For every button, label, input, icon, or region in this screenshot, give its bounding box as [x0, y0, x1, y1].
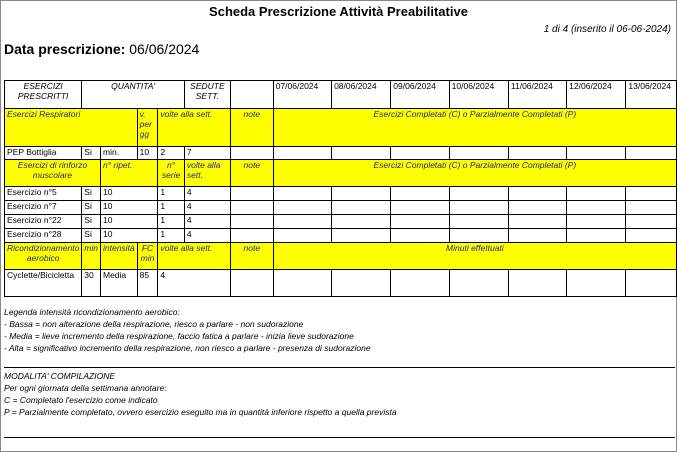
- row-weekly: 4: [158, 270, 231, 297]
- header-date-7: 13/06/2024: [626, 81, 677, 109]
- day-cell[interactable]: [567, 147, 626, 160]
- day-cell[interactable]: [391, 147, 449, 160]
- day-cell[interactable]: [449, 270, 508, 297]
- row-reps: 10: [101, 215, 158, 229]
- compilation-intro: Per ogni giornata della settimana annotare:: [4, 383, 167, 393]
- row-flag: Si: [82, 215, 101, 229]
- day-cell[interactable]: [332, 215, 391, 229]
- row-name: Esercizio n°5: [5, 187, 82, 201]
- row-flag: Si: [82, 147, 101, 160]
- row-qty: 10: [137, 147, 158, 160]
- day-cell[interactable]: [508, 270, 566, 297]
- day-cell[interactable]: [273, 229, 331, 243]
- legend-title: Legenda intensità ricondizionamento aerobico:: [4, 307, 180, 317]
- prescription-date-label: Data prescrizione:: [4, 41, 126, 57]
- table-row: [5, 187, 677, 201]
- section-aerobico-intensity: intensità: [101, 243, 138, 270]
- day-cell[interactable]: [273, 187, 331, 201]
- header-date-1: 07/06/2024: [273, 81, 331, 109]
- section-aerobico-min: min: [82, 243, 101, 270]
- day-cell[interactable]: [391, 201, 449, 215]
- day-cell[interactable]: [626, 229, 677, 243]
- day-cell[interactable]: [626, 215, 677, 229]
- day-cell[interactable]: [508, 229, 566, 243]
- day-cell[interactable]: [332, 229, 391, 243]
- day-cell[interactable]: [273, 270, 331, 297]
- row-reps: 10: [101, 187, 158, 201]
- row-flag: Si: [82, 229, 101, 243]
- day-cell[interactable]: [508, 215, 566, 229]
- header-sessions: SEDUTE SETT.: [184, 81, 230, 109]
- day-cell[interactable]: [626, 147, 677, 160]
- day-cell[interactable]: [626, 187, 677, 201]
- table-row: [5, 229, 677, 243]
- table-row: [5, 147, 677, 160]
- day-cell[interactable]: [626, 270, 677, 297]
- compilation-partial: P = Parzialmente completato, ovvero esercizio eseguito ma in quantità inferiore rispetto a quella prevista: [4, 407, 397, 417]
- row-name: Esercizio n°28: [5, 229, 82, 243]
- day-cell[interactable]: [391, 229, 449, 243]
- page-info: 1 di 4 (inserito il 06-06-2024): [543, 24, 671, 35]
- row-unit: min.: [101, 147, 138, 160]
- prescription-date: [4, 41, 199, 57]
- row-weekly: 4: [184, 201, 230, 215]
- header-quantity: QUANTITA': [82, 81, 185, 109]
- header-date-3: 09/06/2024: [391, 81, 449, 109]
- day-cell[interactable]: [626, 201, 677, 215]
- day-cell[interactable]: [567, 187, 626, 201]
- day-cell[interactable]: [273, 147, 331, 160]
- day-cell[interactable]: [332, 147, 391, 160]
- row-name: Cyclette/Bicicletta: [5, 270, 82, 297]
- day-cell[interactable]: [567, 229, 626, 243]
- page-title: Scheda Prescrizione Attività Preabilitative: [209, 4, 468, 19]
- section-respiratori-weekly: volte alla sett.: [158, 109, 231, 147]
- day-cell[interactable]: [449, 215, 508, 229]
- day-cell[interactable]: [332, 270, 391, 297]
- section-rinforzo-series: n° serie: [158, 160, 185, 187]
- table-row: [5, 215, 677, 229]
- day-cell[interactable]: [391, 187, 449, 201]
- header-date-5: 11/06/2024: [508, 81, 566, 109]
- day-cell[interactable]: [508, 201, 566, 215]
- section-respiratori-completion: Esercizi Completati (C) o Parzialmente Completati (P): [273, 109, 676, 147]
- section-aerobico-weekly: volte alla sett.: [158, 243, 231, 270]
- header-row: [5, 81, 677, 109]
- legend-compilation: [4, 370, 397, 418]
- day-cell[interactable]: [332, 187, 391, 201]
- row-perday: 2: [158, 147, 185, 160]
- row-flag: Si: [82, 187, 101, 201]
- row-fc: 85: [137, 270, 158, 297]
- section-respiratori: [5, 109, 677, 147]
- section-respiratori-perday: v. per gg: [137, 109, 158, 147]
- row-min: 30: [82, 270, 101, 297]
- row-series: 1: [158, 187, 185, 201]
- day-cell[interactable]: [508, 187, 566, 201]
- row-note[interactable]: [230, 201, 273, 215]
- section-respiratori-title: Esercizi Respiratori: [5, 109, 138, 147]
- divider: [4, 367, 675, 368]
- header-date-2: 08/06/2024: [332, 81, 391, 109]
- legend-item-high: - Alta = significativo incremento della respirazione, non riesco a parlare - presenza di sudorazione: [4, 343, 371, 353]
- compilation-completed: C = Completato l'esercizio come indicato: [4, 395, 158, 405]
- row-name: Esercizio n°22: [5, 215, 82, 229]
- row-reps: 10: [101, 229, 158, 243]
- day-cell[interactable]: [567, 215, 626, 229]
- section-aerobico-fc: FC min: [137, 243, 158, 270]
- row-name: PEP Bottiglia: [5, 147, 82, 160]
- day-cell[interactable]: [567, 270, 626, 297]
- table-row: [5, 201, 677, 215]
- table-row: [5, 270, 677, 297]
- section-rinforzo-note: note: [230, 160, 273, 187]
- divider: [4, 437, 675, 438]
- compilation-title: MODALITA' COMPILAZIONE: [4, 371, 116, 381]
- section-rinforzo-completion: Esercizi Completati (C) o Parzialmente Completati (P): [273, 160, 676, 187]
- header-date-4: 10/06/2024: [449, 81, 508, 109]
- header-date-6: 12/06/2024: [567, 81, 626, 109]
- header-exercises: ESERCIZI PRESCRITTI: [5, 81, 82, 109]
- row-weekly: 7: [184, 147, 230, 160]
- row-reps: 10: [101, 201, 158, 215]
- row-intensity: Media: [101, 270, 138, 297]
- day-cell[interactable]: [449, 229, 508, 243]
- section-rinforzo-reps: n° ripet.: [101, 160, 158, 187]
- row-weekly: 4: [184, 215, 230, 229]
- row-note[interactable]: [230, 229, 273, 243]
- section-aerobico: [5, 243, 677, 270]
- day-cell[interactable]: [449, 147, 508, 160]
- row-note[interactable]: [230, 270, 273, 297]
- section-aerobico-title: Ricondizionamento aerobico: [5, 243, 82, 270]
- day-cell[interactable]: [449, 187, 508, 201]
- day-cell[interactable]: [273, 201, 331, 215]
- row-note[interactable]: [230, 147, 273, 160]
- section-rinforzo-weekly: volte alla sett.: [184, 160, 230, 187]
- section-aerobico-note: note: [230, 243, 273, 270]
- section-rinforzo-title: Esercizi di rinforzo muscolare: [5, 160, 101, 187]
- row-weekly: 4: [184, 229, 230, 243]
- row-series: 1: [158, 201, 185, 215]
- day-cell[interactable]: [449, 201, 508, 215]
- row-series: 1: [158, 229, 185, 243]
- row-flag: Si: [82, 201, 101, 215]
- day-cell[interactable]: [332, 201, 391, 215]
- row-name: Esercizio n°7: [5, 201, 82, 215]
- day-cell[interactable]: [508, 147, 566, 160]
- prescription-table: [4, 80, 677, 297]
- day-cell[interactable]: [273, 215, 331, 229]
- header-blank: [230, 81, 273, 109]
- row-note[interactable]: [230, 215, 273, 229]
- prescription-date-value: 06/06/2024: [129, 41, 200, 57]
- row-note[interactable]: [230, 187, 273, 201]
- section-respiratori-note: note: [230, 109, 273, 147]
- legend-item-low: - Bassa = non alterazione della respirazione, riesco a parlare - non sudorazione: [4, 319, 304, 329]
- row-series: 1: [158, 215, 185, 229]
- legend-item-medium: - Media = lieve incremento della respirazione, faccio fatica a parlare - inizia lieve sudorazione: [4, 331, 354, 341]
- day-cell[interactable]: [567, 201, 626, 215]
- section-rinforzo: [5, 160, 677, 187]
- row-weekly: 4: [184, 187, 230, 201]
- legend-intensity: [4, 306, 371, 354]
- day-cell[interactable]: [391, 215, 449, 229]
- day-cell[interactable]: [391, 270, 449, 297]
- section-aerobico-completion: Minuti effettuati: [273, 243, 676, 270]
